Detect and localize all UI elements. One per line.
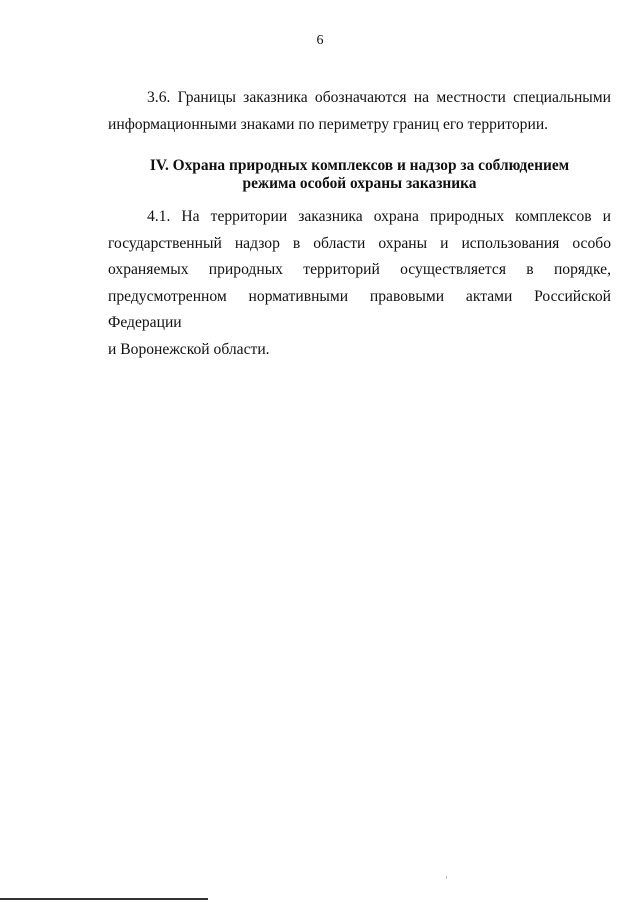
paragraph-4-1-line-1: 4.1. На территории заказника охрана природных комплексов и bbox=[147, 208, 611, 225]
section-4-heading-line-1: IV. Охрана природных комплексов и надзор за соблюдением bbox=[149, 157, 570, 174]
page-number: 6 bbox=[316, 33, 324, 48]
section-4-heading bbox=[108, 157, 611, 193]
paragraph-4-1-line-5: и Воронежской области. bbox=[108, 340, 270, 358]
paragraph-4-1-line-3: охраняемых природных территорий осуществляется в порядке, bbox=[108, 261, 611, 278]
paragraph-3-6-line-1: 3.6. Границы заказника обозначаются на местности специальными bbox=[147, 89, 611, 106]
paragraph-3-6 bbox=[108, 85, 611, 138]
paragraph-4-1-line-4: предусмотренном нормативными правовыми актами Российской Федерации bbox=[108, 287, 611, 331]
section-4-heading-line-2: режима особой охраны заказника bbox=[242, 175, 477, 192]
scan-speck bbox=[446, 876, 447, 879]
paragraph-3-6-line-2: информационными знаками по периметру границ его территории. bbox=[108, 115, 549, 133]
paragraph-4-1 bbox=[108, 204, 611, 363]
paragraph-4-1-line-2: государственный надзор в области охраны и использования особо bbox=[108, 234, 611, 252]
bottom-edge-rule bbox=[0, 898, 208, 900]
